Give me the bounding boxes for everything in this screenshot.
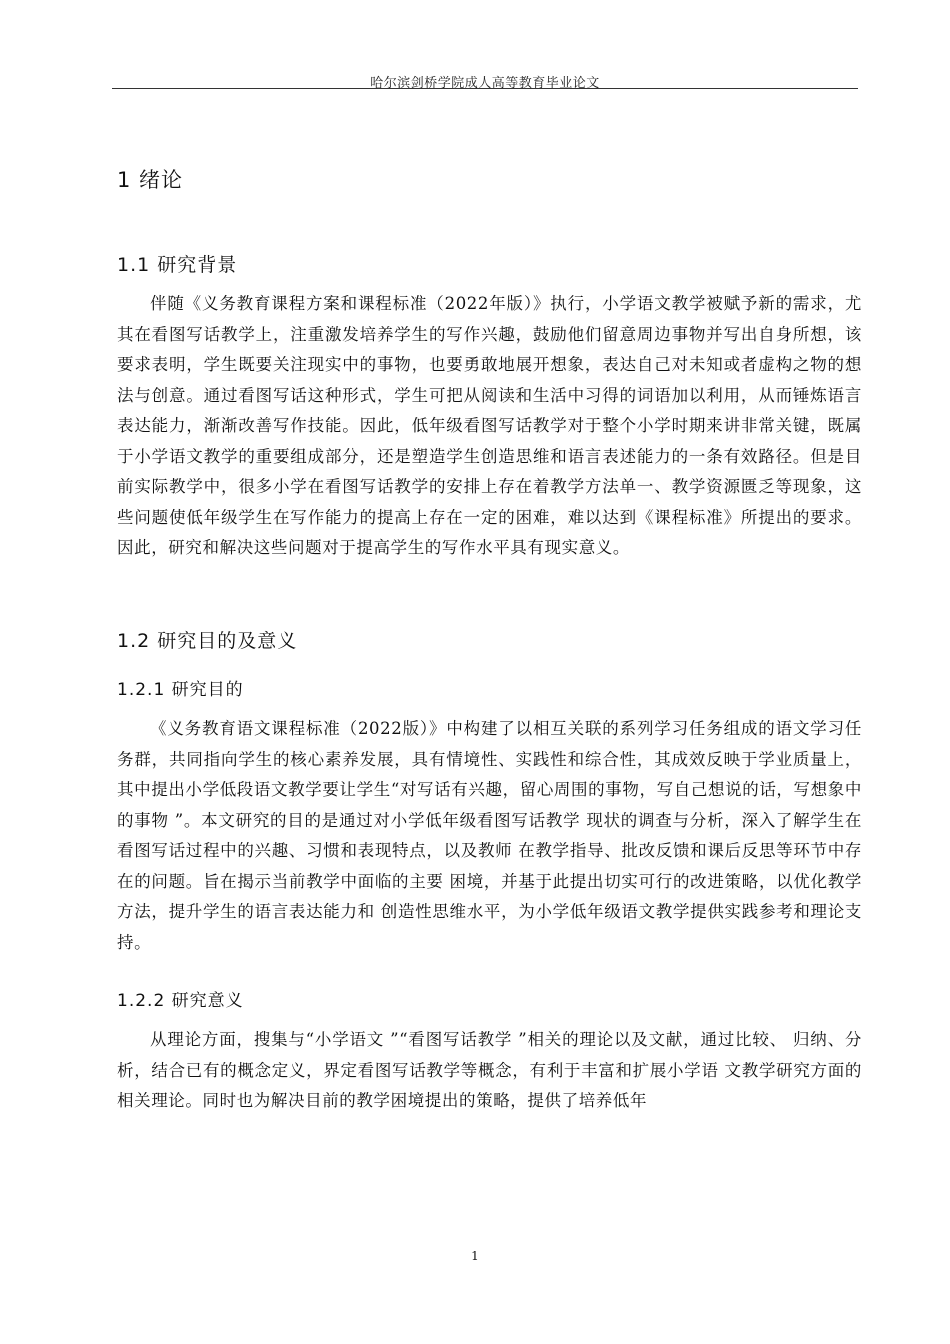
section-title-1-1: 1.1 研究背景 [117,254,238,276]
chapter-title: 1 绪论 [117,168,184,192]
paragraph-research-significance: 从理论方面，搜集与“小学语文 ”“看图写话教学 ”相关的理论以及文献，通过比较、 归纳、分析，结合已有的概念定义，界定看图写话教学等概念，有利于丰富和扩展小学语 文教学研究方面的相关理论。同时也为解决目前的教学困境提出的策略，提供了培养低年 [117,1030,862,1110]
header-divider [112,88,858,89]
paragraph-research-background: 伴随《义务教育课程方案和课程标准（2022年版）》执行，小学语文教学被赋予新的需求，尤其在看图写话教学上，注重激发培养学生的写作兴趣，鼓励他们留意周边事物并写出自身所想，该要求表明，学生既要关注现实中的事物，也要勇敢地展开想象，表达自己对未知或者虚构之物的想法与创意。通过看图写话这种形式，学生可把从阅读和生活中习得的词语加以利用，从而锤炼语言表达能力，渐渐改善写作技能。因此，低年级看图写话教学对于整个小学时期来讲非常关键，既属于小学语文教学的重要组成部分，还是塑造学生创造思维和语言表述能力的一条有效路径。但是目前实际教学中，很多小学在看图写话教学的安排上存在着教学方法单一、教学资源匮乏等现象，这些问题使低年级学生在写作能力的提高上存在一定的困难，难以达到《课程标准》所提出的要求。因此，研究和解决这些问题对于提高学生的写作水平具有现实意义。 [117,294,862,557]
running-header: 哈尔滨剑桥学院成人高等教育毕业论文 [370,76,600,91]
subsection-title-1-2-1: 1.2.1 研究目的 [117,680,244,700]
subsection-title-1-2-2: 1.2.2 研究意义 [117,991,244,1011]
page-number: 1 [471,1249,479,1263]
section-title-1-2: 1.2 研究目的及意义 [117,630,298,652]
paragraph-research-purpose: 《义务教育语文课程标准（2022版）》中构建了以相互关联的系列学习任务组成的语文学习任务群，共同指向学生的核心素养发展，具有情境性、实践性和综合性，其成效反映于学业质量上，其中提出小学低段语文教学要让学生“对写话有兴趣，留心周围的事物，写自己想说的话，写想象中的事物 ”。本文研究的目的是通过对小学低年级看图写话教学 现状的调查与分析，深入了解学生在看图写话过程中的兴趣、习惯和表现特点，以及教师 在教学指导、批改反馈和课后反思等环节中存在的问题。旨在揭示当前教学中面临的主要 困境，并基于此提出切实可行的改进策略，以优化教学方法，提升学生的语言表达能力和 创造性思维水平，为小学低年级语文教学提供实践参考和理论支持。 [117,719,862,952]
